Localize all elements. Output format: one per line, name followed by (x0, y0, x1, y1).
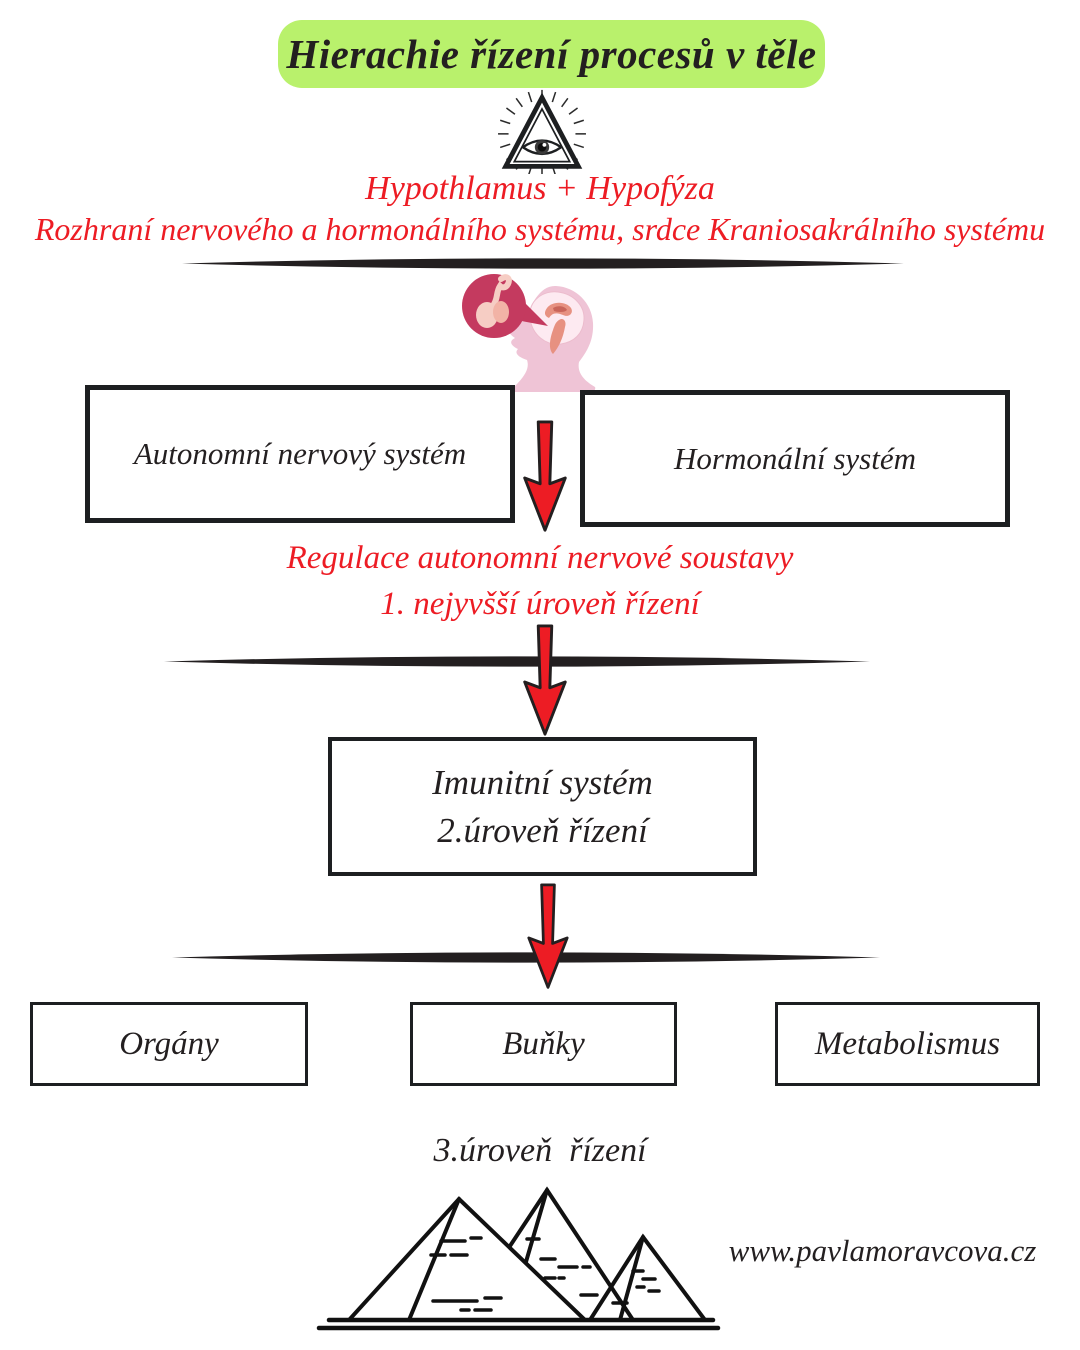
box-organy (30, 1002, 308, 1086)
subtitle-line-2: Rozhraní nervového a hormonálního systému, srdce Kraniosakrálního systému (34, 211, 1046, 247)
red-down-arrow-1 (516, 419, 574, 535)
caption-level-3: 3.úroveň řízení (433, 1132, 647, 1169)
page-title: Hierachie řízení procesů v těle (286, 31, 817, 77)
caption-regulace: Regulace autonomní nervové soustavy (286, 540, 794, 576)
box-bunky (410, 1002, 677, 1086)
website-url: www.pavlamoravcova.cz (728, 1233, 1037, 1268)
box-label: Hormonální systém (674, 440, 916, 476)
box-imunitni-system (328, 737, 757, 876)
box-label: Metabolismus (814, 1025, 1001, 1062)
box-hormonalni-system (580, 390, 1010, 527)
subtitle-line-1: Hypothlamus + Hypofýza (365, 170, 715, 207)
box-label-line2: 2.úroveň řízení (437, 810, 648, 850)
box-label: Autonomní nervový systém (133, 436, 467, 472)
red-down-arrow-2 (516, 624, 574, 738)
box-label: Orgány (119, 1025, 219, 1062)
head-brain-pituitary-illustration (452, 266, 600, 392)
caption-level-1: 1. nejyvšší úroveň řízení (380, 586, 700, 622)
red-down-arrow-3 (519, 883, 577, 991)
divider-lens-1 (180, 256, 906, 271)
title-banner (278, 20, 825, 88)
box-label-line1: Imunitní systém (432, 763, 653, 803)
box-autonomni-nervovy-system (85, 385, 515, 523)
eye-of-providence-icon (492, 88, 592, 174)
box-label: Buňky (502, 1025, 585, 1062)
three-pyramids-icon (313, 1183, 723, 1333)
box-metabolismus (775, 1002, 1040, 1086)
